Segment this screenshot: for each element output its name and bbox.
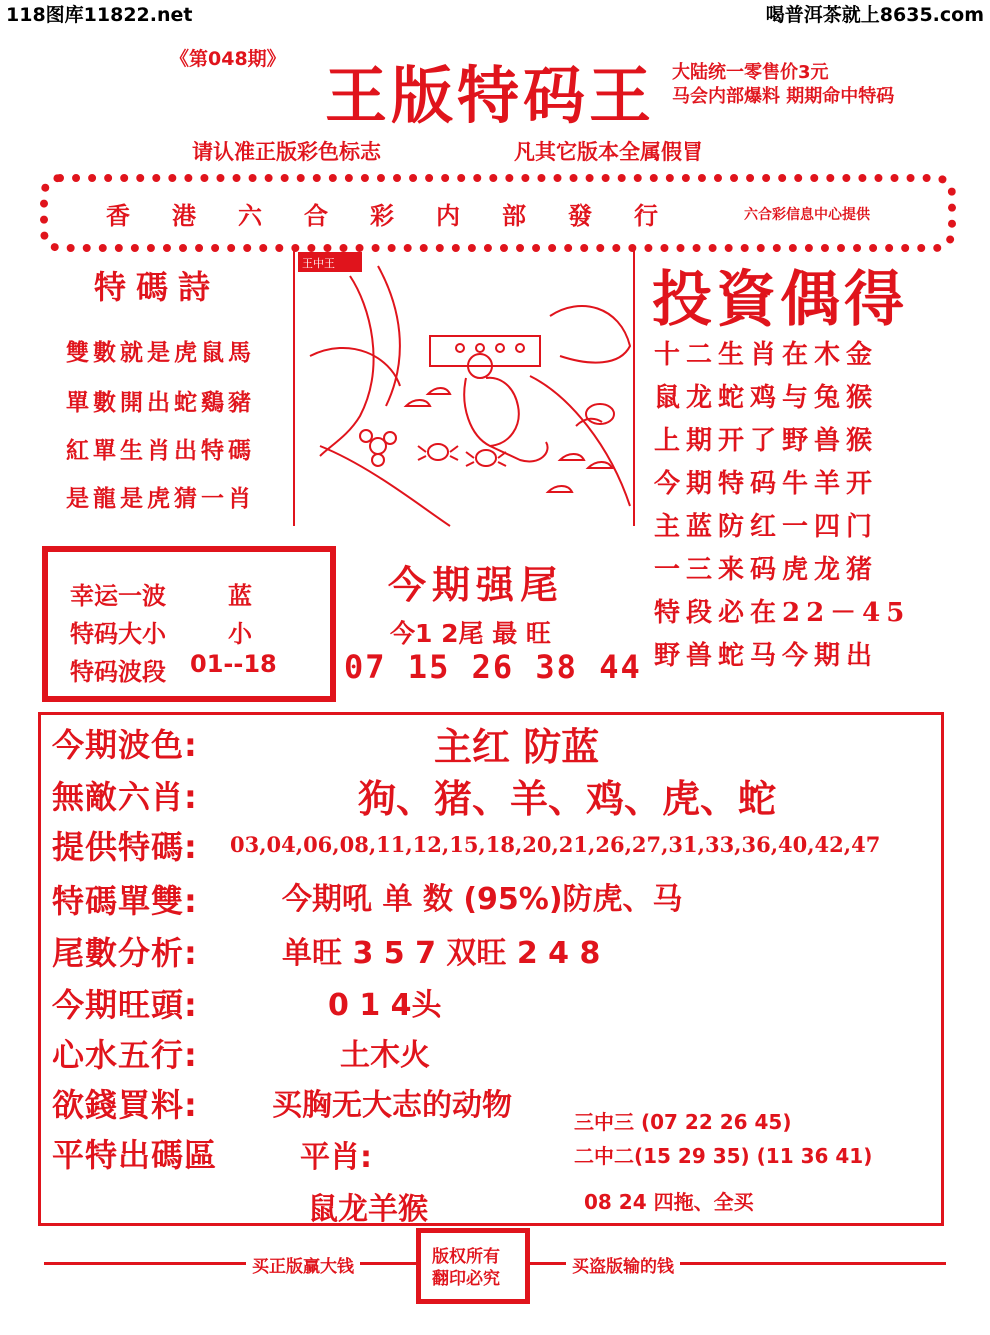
copyright-line-2: 翻印必究 <box>432 1269 500 1289</box>
six-zodiac-value: 狗、猪、羊、鸡、虎、蛇 <box>358 777 777 821</box>
tail-analysis-label: 尾數分析: <box>52 934 198 972</box>
strong-tail-numbers: 07 15 26 38 44 <box>344 648 642 686</box>
footer-line-left <box>44 1262 416 1265</box>
poem-line: 紅單生肖出特碼 <box>66 437 255 464</box>
poem-line: 是龍是虎猜一肖 <box>66 485 255 512</box>
illustration <box>290 246 638 536</box>
flat-zodiac-value: 鼠龙羊猴 <box>308 1192 428 1227</box>
invest-line: 主蓝防红一四门 <box>654 512 879 542</box>
buy-tip-value: 买胸无大志的动物 <box>272 1088 512 1123</box>
lucky-value: 小 <box>228 620 252 648</box>
flat-zodiac-label: 平肖: <box>300 1140 372 1175</box>
price-line-2: 马会内部爆料 期期命中特码 <box>672 86 895 107</box>
strong-tail-title: 今期强尾 <box>388 563 565 607</box>
invest-line: 鼠龙蛇鸡与兔猴 <box>654 383 879 413</box>
invest-line: 今期特码牛羊开 <box>654 469 879 499</box>
copyright-line-1: 版权所有 <box>432 1247 500 1267</box>
lucky-row-size <box>70 614 166 649</box>
invest-line: 上期开了野兽猴 <box>654 426 879 456</box>
five-elements-label: 心水五行: <box>52 1036 198 1074</box>
invest-line: 一三来码虎龙猪 <box>654 555 879 585</box>
odd-even-value: 今期吼 单 数 (95%)防虎、马 <box>282 882 683 917</box>
lucky-label: 特码波段 <box>70 658 166 686</box>
poem-line: 雙數就是虎鼠馬 <box>66 339 255 366</box>
banner-small-text: 六合彩信息中心提供 <box>744 207 870 223</box>
two-in-two: 二中二(15 29 35) (11 36 41) <box>574 1144 873 1168</box>
lucky-head-value: 0 1 4头 <box>328 988 442 1023</box>
notice-left: 请认准正版彩色标志 <box>192 140 381 164</box>
lucky-head-label: 今期旺頭: <box>52 986 198 1024</box>
lucky-row-range <box>70 652 166 687</box>
invest-line: 野兽蛇马今期出 <box>654 641 879 671</box>
invest-line: 十二生肖在木金 <box>654 340 879 370</box>
drag-combination: 08 24 四拖、全买 <box>584 1190 754 1214</box>
lucky-row-wave <box>70 576 166 611</box>
special-code-value: 03,04,06,08,11,12,15,18,20,21,26,27,31,33,36,40,42,47 <box>230 832 881 857</box>
notice-right: 凡其它版本全属假冒 <box>514 140 703 164</box>
lucky-value: 蓝 <box>228 582 252 610</box>
poem-line: 單數開出蛇鷄豬 <box>66 389 255 416</box>
lucky-label: 幸运一波 <box>70 582 166 610</box>
five-elements-value: 土木火 <box>340 1038 430 1073</box>
lucky-label: 特码大小 <box>70 620 166 648</box>
three-in-three: 三中三 (07 22 26 45) <box>574 1110 792 1134</box>
flat-code-label: 平特出碼區 <box>52 1136 218 1174</box>
tail-analysis-value: 单旺 3 5 7 双旺 2 4 8 <box>282 936 601 971</box>
special-code-label: 提供特碼: <box>52 828 198 866</box>
invest-line: 特段必在22－45 <box>654 598 911 628</box>
wave-color-label: 今期波色: <box>52 726 198 764</box>
page-title: 王版特码王 <box>325 59 656 132</box>
site-left-text: 118图库11822.net <box>6 4 193 26</box>
illustration-stamp-text: 王中王 <box>302 257 335 270</box>
odd-even-label: 特碼單雙: <box>52 882 198 920</box>
site-right-text: 喝普洱茶就上8635.com <box>765 4 984 26</box>
banner-text: 香港六合彩内部發行 <box>106 201 700 230</box>
issue-number: 《第048期》 <box>170 48 286 70</box>
price-line-1: 大陆统一零售价3元 <box>672 62 829 83</box>
lucky-value: 01--18 <box>190 650 277 678</box>
buy-tip-label: 欲錢買料: <box>52 1086 198 1124</box>
wave-color-value: 主红 防蓝 <box>434 725 600 769</box>
poem-title: 特碼詩 <box>94 268 221 306</box>
strong-tail-subtitle: 今1 2尾 最 旺 <box>390 619 551 648</box>
invest-title: 投資偶得 <box>652 265 908 335</box>
six-zodiac-label: 無敵六肖: <box>52 778 198 816</box>
footer-right-text: 买盗版输的钱 <box>566 1252 680 1277</box>
footer-left-text: 买正版赢大钱 <box>246 1252 360 1277</box>
